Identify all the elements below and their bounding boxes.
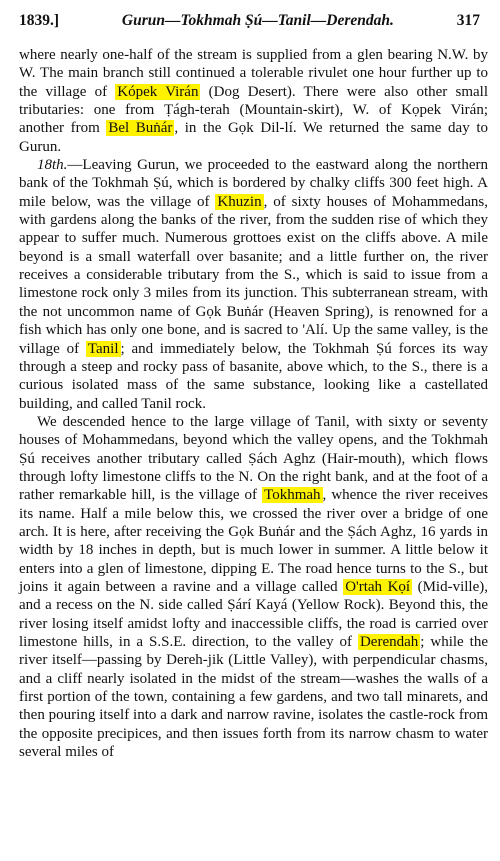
text-run: , whence the river receives its name. Half a mile below this, we crossed the river over a bridge of one arch. It is here, after receiving the Gọk Buṅár and the Ṣách Aghz, 16 yards in width by 18 inches in depth, but is much lower in summer. A little below it enters into a glen of limestone, dipping E. The road hence turns to the S., but joins it again between a ravine and a village called bbox=[19, 487, 489, 595]
paragraph bbox=[19, 46, 488, 156]
highlighted-place-name: O'rtah Kọí bbox=[345, 578, 411, 595]
text-run: (Dog Desert). There were also other small tributaries: one from Ṭágh-terah (Mountain-skirt), W. of Kọpek Virán; another from bbox=[19, 83, 488, 137]
highlighted-place-name: Bel Buṅár bbox=[108, 120, 173, 137]
text-run: We descended hence to the large village of Tanil, with sixty or seventy houses of Mohammedans, beyond which the valley opens, and the Tokhmah Ṣú receives another tributary called Ṣách Aghz (Hair-mouth), which flows through lofty limestone cliffs to the N. On the right bank, and at the foot of a rather remarkable hill, is the village of bbox=[19, 413, 488, 504]
page-number: 317 bbox=[456, 12, 480, 29]
highlighted-place-name: Tanil bbox=[87, 340, 119, 357]
text-run: , of sixty houses of Mohammedans, with gardens along the banks of the river, from the sudden rise of which they appear to suffer much. Numerous grottoes exist on the cliffs above. A mile beyond is a small waterfall over basanite; and a little further on, the river receives a considerable tributary from the S., which is said to issue from a limestone rock only 3 miles from its junction. This subterranean stream, with the not uncommon name of Gọk Buṅár (Heaven Spring), is renowned for a fish which has only one bone, and is sacred to 'Alí. Up the same valley, is the village of bbox=[19, 193, 489, 357]
text-run: ; while the river itself—passing by Dereh-jik (Little Valley), with perpendicular chasms, and a cliff nearly isolated in the midst of the stream—washes the walls of a first portion of the town, containing a few gardens, and two tall minarets, and then pouring itself into a dark and narrow ravine, isolates the castle-rock from the opposite precipices, and then issues forth from its narrow chasm to water several miles of bbox=[19, 634, 488, 761]
body-text bbox=[19, 46, 488, 761]
text-run: where nearly one-half of the stream is supplied from a glen bearing N.W. by W. The main branch still continued a tolerable rivulet one hour further up to the village of bbox=[19, 47, 488, 100]
text-run: , in the Gọk Dil-lí. We returned the same day to Gurun. bbox=[19, 120, 488, 155]
paragraph bbox=[19, 156, 488, 413]
highlighted-place-name: Derendah bbox=[359, 634, 419, 650]
running-header bbox=[19, 12, 488, 32]
running-title: Gurun—Tokhmah Ṣú—Tanil—Derendah. bbox=[121, 12, 394, 29]
highlighted-place-name: Khuzin bbox=[217, 193, 262, 210]
date-label: 18th. bbox=[37, 157, 68, 174]
header-year: 1839.] bbox=[19, 12, 60, 29]
highlighted-place-name: Tokhmah bbox=[264, 487, 321, 504]
highlighted-place-name: Kópek Virán bbox=[117, 83, 199, 100]
text-run: —Leaving Gurun, we proceeded to the eastward along the northern bank of the Tokhmah Ṣú, which is bordered by chalky cliffs 300 feet high. A mile below, was the village of bbox=[19, 157, 488, 210]
text-run: ; and immediately below, the Tokhmah Ṣú forces its way through a steep and rocky pass of basanite, above which, to the S., there is a curious isolated mass of the same substance, looking like a castellated building, and called Tanil rock. bbox=[19, 340, 488, 412]
text-run: (Mid-ville), and a recess on the N. side called Ṣárí Kayá (Yellow Rock). Beyond this, the river losing itself amidst lofty and inaccessible cliffs, the road is carried over limestone hills, in a S.S.E. direction, to the valley of bbox=[19, 578, 488, 650]
paragraph bbox=[19, 413, 488, 762]
